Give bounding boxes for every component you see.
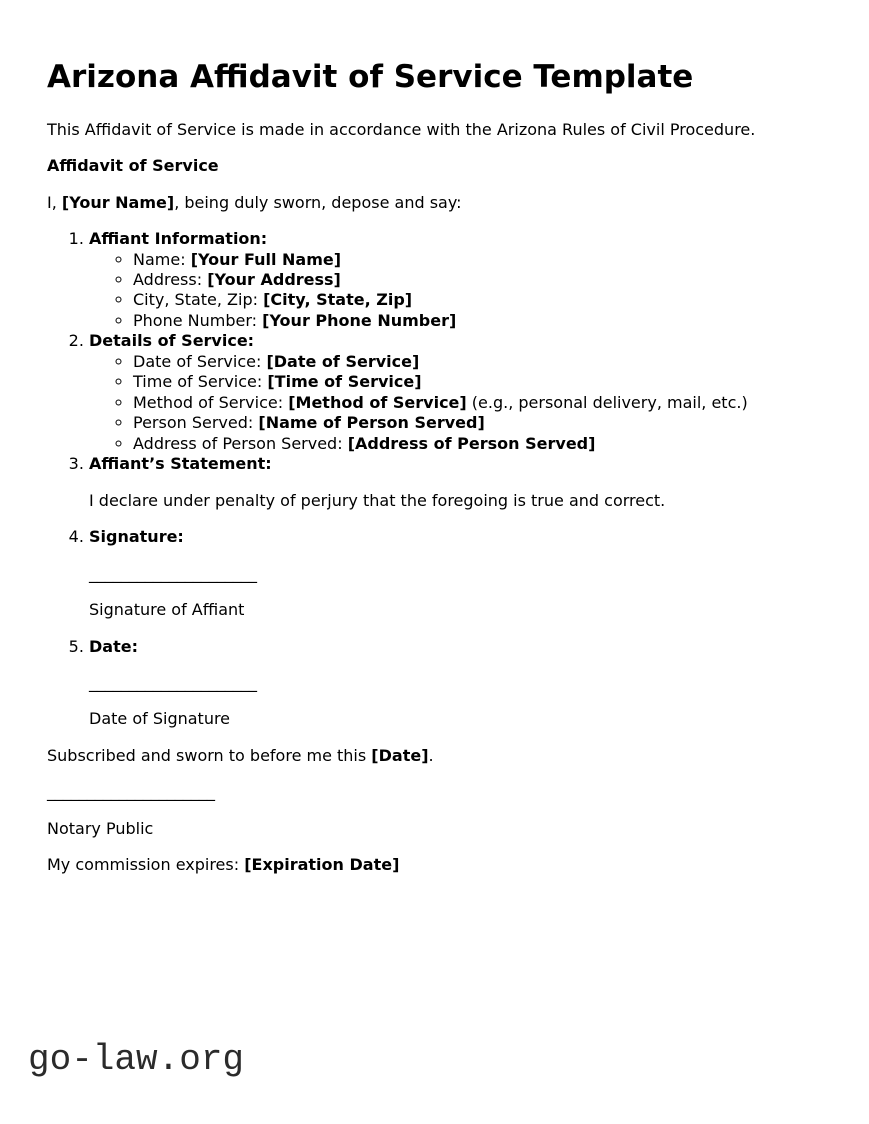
field-placeholder: [Your Phone Number] <box>262 310 457 330</box>
section-heading <box>47 156 822 176</box>
field-placeholder: [Name of Person Served] <box>258 413 485 433</box>
field-label: City, State, Zip: <box>133 290 264 310</box>
field-placeholder: [City, State, Zip] <box>263 290 413 310</box>
list-item-person-served <box>133 413 822 433</box>
list-item-name <box>133 250 822 270</box>
list-item-signature <box>89 527 822 620</box>
field-suffix: (e.g., personal delivery, mail, etc.) <box>466 392 748 412</box>
perjury-declaration: I declare under penalty of perjury that the foregoing is true and correct. <box>89 490 666 510</box>
field-label: Address: <box>133 269 208 289</box>
opening-line <box>47 193 822 213</box>
field-placeholder: [Your Address] <box>207 269 341 289</box>
field-placeholder: [Method of Service] <box>288 392 467 412</box>
sworn-statement-line <box>47 746 822 766</box>
date-signature-line: _____________________ <box>89 673 257 693</box>
field-label: Address of Person Served: <box>133 433 348 453</box>
notary-caption: Notary Public <box>47 818 154 838</box>
list-item-affiants-statement <box>89 454 822 511</box>
list-item-address <box>133 270 822 290</box>
commission-pre: My commission expires: <box>47 855 245 875</box>
affiant-signature-caption: Signature of Affiant <box>89 600 245 620</box>
field-label: Time of Service: <box>133 372 268 392</box>
sworn-date-placeholder: [Date] <box>371 745 429 765</box>
list-item-phone-number <box>133 311 822 331</box>
field-label: Person Served: <box>133 413 259 433</box>
field-placeholder: [Time of Service] <box>267 372 422 392</box>
list-item-date-of-service <box>133 352 822 372</box>
list-item-city-state-zip <box>133 290 822 310</box>
page-title: Arizona Affidavit of Service Template <box>47 59 694 95</box>
field-label: Name: <box>133 249 191 269</box>
list-item-time-of-service <box>133 372 822 392</box>
list-item-method-of-service <box>133 393 822 413</box>
list-item-address-of-person-served <box>133 434 822 454</box>
date-signature-caption: Date of Signature <box>89 709 231 729</box>
field-label: Phone Number: <box>133 310 263 330</box>
affiant-signature-line: _____________________ <box>89 563 257 583</box>
your-name-placeholder: [Your Name] <box>61 192 175 212</box>
affiants-statement-heading: Affiant’s Statement: <box>89 454 272 474</box>
details-of-service-heading: Details of Service: <box>89 331 255 351</box>
opening-post: , being duly sworn, depose and say: <box>174 192 462 212</box>
opening-pre: I, <box>47 192 62 212</box>
site-brand: go-law.org <box>28 1038 245 1080</box>
sworn-post: . <box>428 745 434 765</box>
affidavit-list <box>47 229 822 730</box>
field-label: Method of Service: <box>133 392 289 412</box>
list-item-affiant-information <box>89 229 822 331</box>
field-placeholder: [Address of Person Served] <box>347 433 596 453</box>
sworn-pre: Subscribed and sworn to before me this <box>47 745 372 765</box>
details-of-service-sublist <box>89 352 822 454</box>
affiant-information-sublist <box>89 250 822 332</box>
field-placeholder: [Date of Service] <box>266 351 420 371</box>
notary-signature-line: _____________________ <box>47 782 215 802</box>
signature-heading: Signature: <box>89 527 184 547</box>
commission-line <box>47 855 822 875</box>
list-item-details-of-service <box>89 331 822 454</box>
list-item-date <box>89 637 822 730</box>
intro-paragraph: This Affidavit of Service is made in accordance with the Arizona Rules of Civil Procedure. <box>47 119 756 139</box>
section-heading-text: Affidavit of Service <box>47 156 219 176</box>
expiration-date-placeholder: [Expiration Date] <box>244 855 400 875</box>
field-placeholder: [Your Full Name] <box>190 249 342 269</box>
date-heading: Date: <box>89 636 138 656</box>
affiant-information-heading: Affiant Information: <box>89 229 268 249</box>
field-label: Date of Service: <box>133 351 267 371</box>
